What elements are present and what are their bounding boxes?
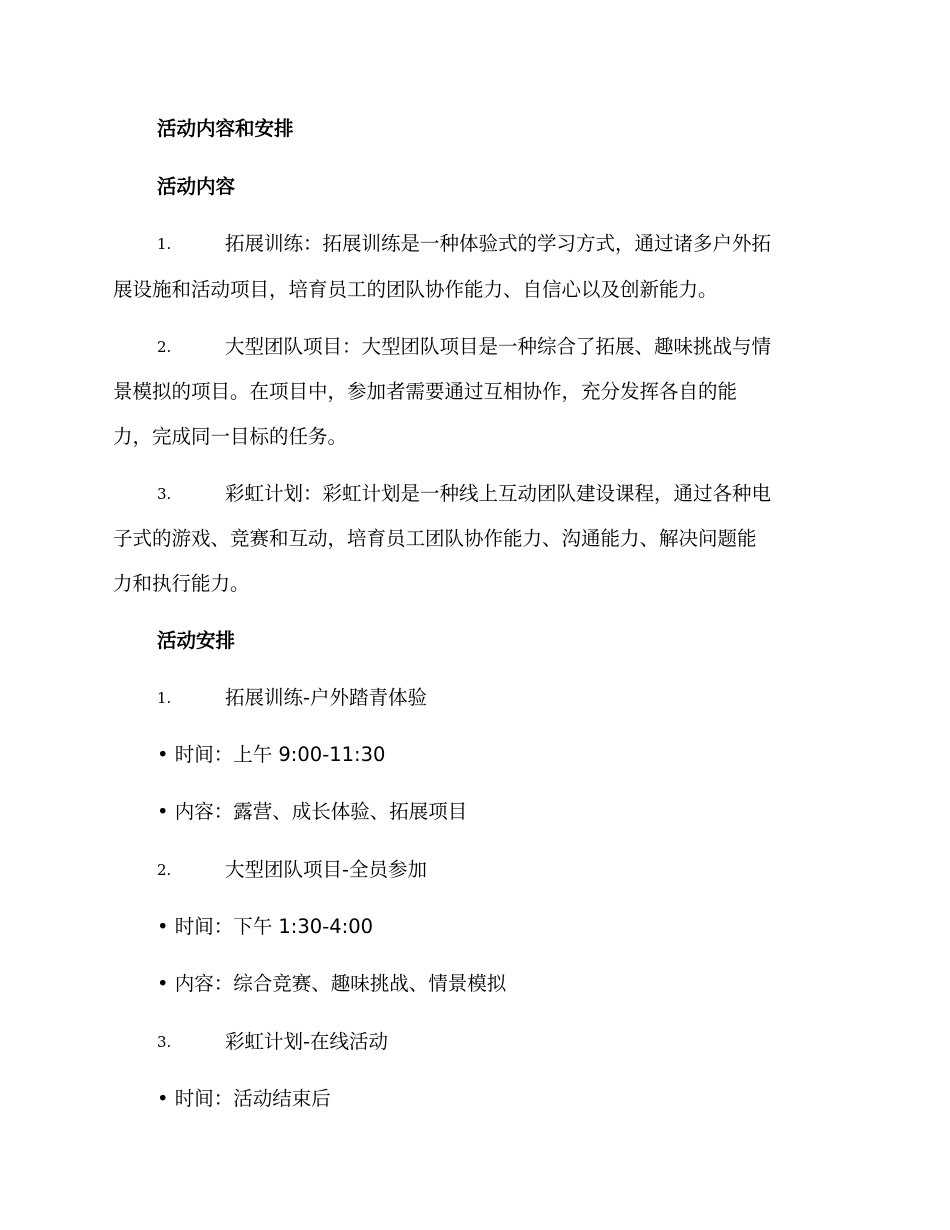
schedule-name: 大型团队项目-全员参加 [225, 858, 428, 881]
item-number: 3. [157, 485, 172, 503]
item-text-line: 子式的游戏、竞赛和互动，培育员工团队协作能力、沟通能力、解决问题能 [113, 527, 757, 550]
schedule-number: 3. [157, 1033, 172, 1051]
schedule-time: • 时间：上午 9:00-11:30 [157, 743, 386, 766]
item-text-line: 景模拟的项目。在项目中，参加者需要通过互相协作，充分发挥各自的能 [113, 380, 738, 403]
schedule-heading: 活动安排 [157, 629, 236, 652]
schedule-detail: • 内容：露营、成长体验、拓展项目 [157, 800, 468, 823]
item-number: 1. [157, 235, 172, 253]
item-text-line: 力，完成同一目标的任务。 [113, 425, 348, 448]
schedule-time: • 时间：下午 1:30-4:00 [157, 915, 374, 938]
document-title: 活动内容和安排 [157, 117, 294, 140]
item-text-line: 拓展训练：拓展训练是一种体验式的学习方式，通过诸多户外拓 [225, 232, 772, 255]
schedule-name: 彩虹计划-在线活动 [225, 1030, 389, 1053]
schedule-detail: • 内容：综合竞赛、趣味挑战、情景模拟 [157, 972, 507, 995]
schedule-number: 2. [157, 861, 172, 879]
schedule-time: • 时间：活动结束后 [157, 1087, 331, 1110]
item-text-line: 大型团队项目：大型团队项目是一种综合了拓展、趣味挑战与情 [225, 335, 772, 358]
content-heading: 活动内容 [157, 175, 236, 198]
item-text-line: 彩虹计划：彩虹计划是一种线上互动团队建设课程，通过各种电 [225, 482, 772, 505]
schedule-number: 1. [157, 689, 172, 707]
item-text-line: 力和执行能力。 [113, 572, 250, 595]
item-text-line: 展设施和活动项目，培育员工的团队协作能力、自信心以及创新能力。 [113, 278, 718, 301]
schedule-name: 拓展训练-户外踏青体验 [225, 686, 428, 709]
item-number: 2. [157, 338, 172, 356]
